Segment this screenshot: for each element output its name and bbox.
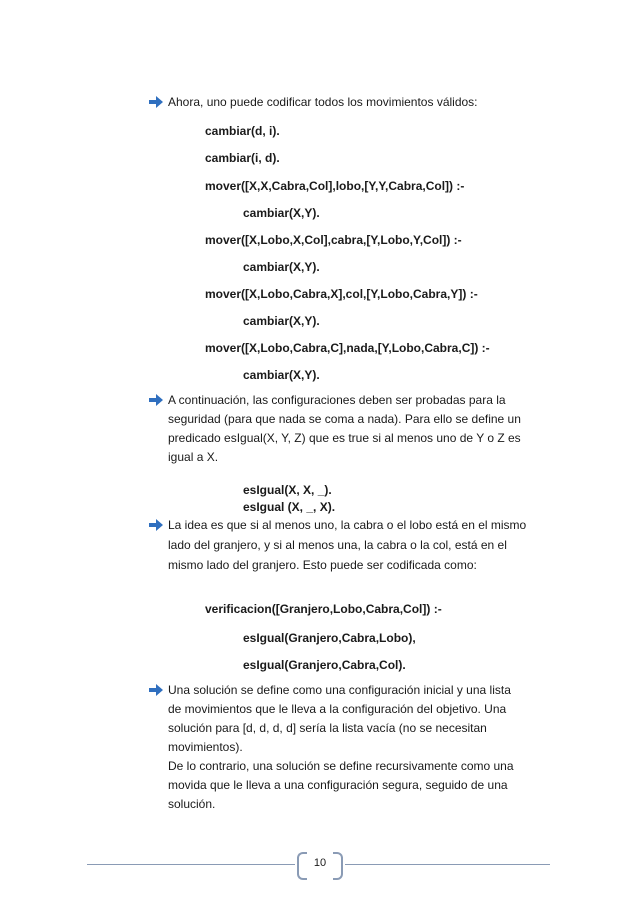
right-arrow-icon bbox=[148, 95, 164, 109]
code-line: cambiar(X,Y). bbox=[243, 314, 320, 328]
paragraph-line: Una solución se define como una configuración inicial y una lista bbox=[168, 683, 511, 697]
code-line: cambiar(d, i). bbox=[205, 124, 280, 138]
code-line: verificacion([Granjero,Lobo,Cabra,Col]) :- bbox=[205, 602, 442, 616]
paragraph-line: predicado esIgual(X, Y, Z) que es true si al menos uno de Y o Z es bbox=[168, 431, 521, 445]
code-line: esIgual (X, _, X). bbox=[243, 500, 336, 514]
paragraph-line: lado del granjero, y si al menos una, la cabra o la col, está en el bbox=[168, 538, 507, 552]
paragraph-line: de movimientos que le lleva a la configuración del objetivo. Una bbox=[168, 702, 507, 716]
code-line: cambiar(X,Y). bbox=[243, 206, 320, 220]
paragraph-line: De lo contrario, una solución se define recursivamente como una bbox=[168, 759, 514, 773]
footer-left-bracket bbox=[297, 852, 307, 880]
code-line: esIgual(X, X, _). bbox=[243, 483, 332, 497]
intro-text: Ahora, uno puede codificar todos los movimientos válidos: bbox=[168, 95, 478, 109]
paragraph-line: movida que le lleva a una configuración segura, seguido de una bbox=[168, 778, 508, 792]
paragraph-line: solución para [d, d, d, d] sería la lista vacía (no se necesitan bbox=[168, 721, 487, 735]
paragraph-line: solución. bbox=[168, 797, 216, 811]
paragraph-line: A continuación, las configuraciones deben ser probadas para la bbox=[168, 393, 506, 407]
code-line: cambiar(X,Y). bbox=[243, 260, 320, 274]
footer-right-bracket bbox=[333, 852, 343, 880]
page-number: 10 bbox=[313, 857, 327, 869]
code-line: mover([X,Lobo,X,Col],cabra,[Y,Lobo,Y,Col]) :- bbox=[205, 233, 462, 247]
paragraph-line: seguridad (para que nada se coma a nada). Para ello se define un bbox=[168, 412, 521, 426]
code-line: esIgual(Granjero,Cabra,Lobo), bbox=[243, 631, 416, 645]
right-arrow-icon bbox=[148, 683, 164, 697]
code-line: mover([X,Lobo,Cabra,X],col,[Y,Lobo,Cabra,Y]) :- bbox=[205, 287, 478, 301]
right-arrow-icon bbox=[148, 518, 164, 532]
paragraph-line: mismo lado del granjero. Esto puede ser codificada como: bbox=[168, 558, 477, 572]
footer-rule-left bbox=[87, 864, 295, 865]
code-line: mover([X,Lobo,Cabra,C],nada,[Y,Lobo,Cabra,C]) :- bbox=[205, 341, 490, 355]
paragraph-line: La idea es que si al menos uno, la cabra o el lobo está en el mismo bbox=[168, 518, 527, 532]
code-line: cambiar(X,Y). bbox=[243, 368, 320, 382]
paragraph-line: movimientos). bbox=[168, 740, 243, 754]
footer-rule-right bbox=[345, 864, 550, 865]
right-arrow-icon bbox=[148, 393, 164, 407]
code-line: esIgual(Granjero,Cabra,Col). bbox=[243, 658, 406, 672]
code-line: mover([X,X,Cabra,Col],lobo,[Y,Y,Cabra,Col]) :- bbox=[205, 179, 465, 193]
code-line: cambiar(i, d). bbox=[205, 151, 280, 165]
paragraph-line: igual a X. bbox=[168, 450, 219, 464]
